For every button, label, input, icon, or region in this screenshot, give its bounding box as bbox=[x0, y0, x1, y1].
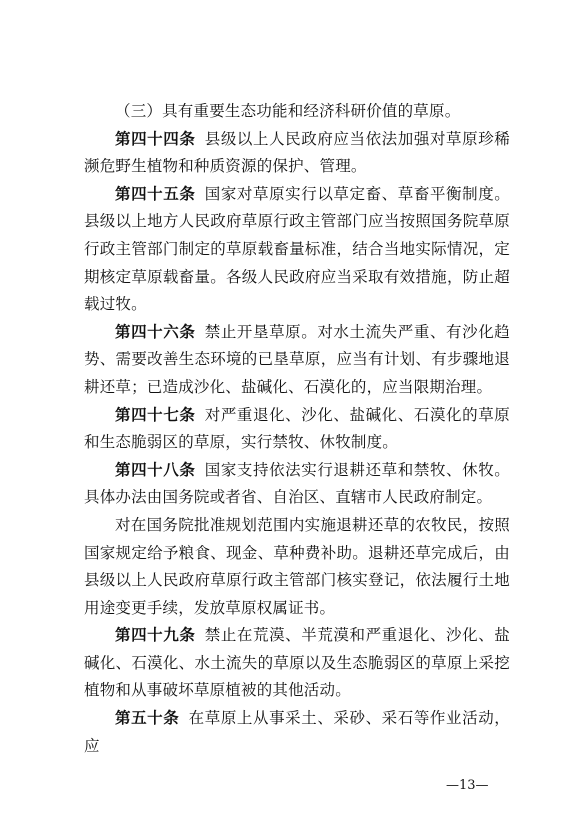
paragraph-text: 对在国务院批准规划范围内实施退耕还草的农牧民，按照国家规定给予粮食、现金、草种费补助。退耕还草完成后，由县级以上人民政府草原行政主管部门核实登记，依法履行土地用途变更手续，发放草原权属证书。 bbox=[84, 515, 510, 617]
article-49 bbox=[84, 622, 510, 705]
article-heading: 第四十五条 bbox=[115, 184, 196, 203]
article-heading: 第五十条 bbox=[115, 709, 180, 728]
article-48-subparagraph bbox=[84, 512, 510, 622]
article-48 bbox=[84, 457, 510, 512]
paragraph-text: 禁止开垦草原。对水土流失严重、有沙化趋势、需要改善生态环境的已垦草原，应当有计划、有步骤地退耕还草；已造成沙化、盐碱化、石漠化的，应当限期治理。 bbox=[84, 322, 510, 396]
article-44 bbox=[84, 126, 510, 181]
article-heading: 第四十六条 bbox=[115, 322, 196, 341]
article-heading: 第四十八条 bbox=[115, 460, 196, 479]
article-45 bbox=[84, 181, 510, 319]
paragraph-text: 在草原上从事采土、采砂、采石等作业活动，应 bbox=[84, 709, 510, 755]
paragraph-text: （三）具有重要生态功能和经济科研价值的草原。 bbox=[115, 102, 461, 120]
page-number: —13— bbox=[446, 778, 489, 793]
article-47 bbox=[84, 402, 510, 457]
article-50 bbox=[84, 705, 510, 760]
clause-item-3 bbox=[84, 98, 510, 126]
document-body bbox=[84, 98, 510, 760]
paragraph-text: 禁止在荒漠、半荒漠和严重退化、沙化、盐碱化、石漠化、水土流失的草原以及生态脆弱区的草原上采挖植物和从事破坏草原植被的其他活动。 bbox=[84, 626, 510, 700]
article-heading: 第四十九条 bbox=[115, 626, 196, 645]
article-heading: 第四十七条 bbox=[115, 405, 196, 424]
article-heading: 第四十四条 bbox=[115, 129, 196, 148]
paragraph-text: 国家支持依法实行退耕还草和禁牧、休牧。具体办法由国务院或者省、自治区、直辖市人民政府制定。 bbox=[84, 460, 510, 507]
article-46 bbox=[84, 319, 510, 402]
paragraph-text: 国家对草原实行以草定畜、草畜平衡制度。县级以上地方人民政府草原行政主管部门应当按照国务院草原行政主管部门制定的草原载畜量标准，结合当地实际情况，定期核定草原载畜量。各级人民政府应当采取有效措施，防止超载过牧。 bbox=[84, 184, 510, 314]
paragraph-text: 县级以上人民政府应当依法加强对草原珍稀濒危野生植物和种质资源的保护、管理。 bbox=[84, 129, 510, 176]
paragraph-text: 对严重退化、沙化、盐碱化、石漠化的草原和生态脆弱区的草原，实行禁牧、休牧制度。 bbox=[84, 405, 510, 452]
